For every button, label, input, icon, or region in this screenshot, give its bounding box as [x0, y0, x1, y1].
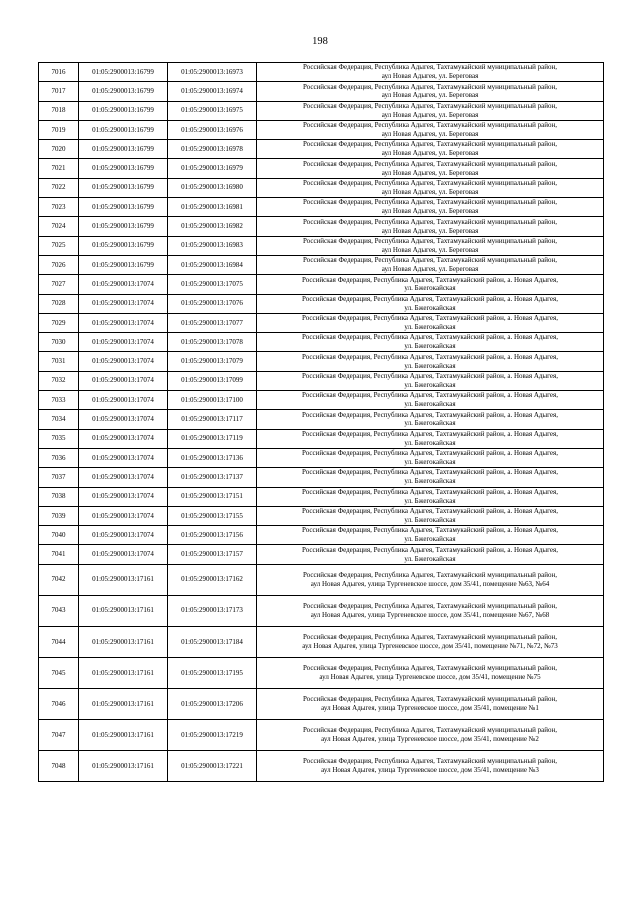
address-line: Российская Федерация, Республика Адыгея, Тахтамукайский муниципальный район, — [302, 695, 558, 704]
address-line: ул. Бжегокайская — [404, 477, 456, 486]
address-line: аул Новая Адыгея, ул. Береговая — [381, 149, 479, 158]
address-line: ул. Бжегокайская — [404, 438, 456, 447]
address-line: Российская Федерация, Республика Адыгея, Тахтамукайский муниципальный район, — [302, 726, 558, 735]
parent-cadastral-number-cell: 01:05:2900013:16799 — [79, 236, 168, 255]
address-line: аул Новая Адыгея, улица Тургеневское шоссе, дом 35/41, помещение №3 — [321, 766, 539, 775]
parent-cadastral-number-cell: 01:05:2900013:17074 — [79, 448, 168, 467]
address-cell — [257, 178, 604, 197]
address-line: аул Новая Адыгея, ул. Береговая — [381, 110, 479, 119]
address-line: Российская Федерация, Республика Адыгея, Тахтамукайский район, а. Новая Адыгея, — [302, 429, 558, 438]
address-line: Российская Федерация, Республика Адыгея, Тахтамукайский район, а. Новая Адыгея, — [302, 468, 558, 477]
row-number-cell: 7023 — [39, 198, 79, 217]
table-row — [39, 658, 604, 689]
table-row — [39, 217, 604, 236]
address-line: ул. Бжегокайская — [404, 303, 456, 312]
parent-cadastral-number-cell: 01:05:2900013:17161 — [79, 720, 168, 751]
address-cell — [257, 371, 604, 390]
table-row — [39, 545, 604, 564]
table-row — [39, 564, 604, 595]
address-cell — [257, 217, 604, 236]
address-line: аул Новая Адыгея, улица Тургеневское шоссе, дом 35/41, помещение №67, №68 — [310, 610, 550, 619]
parent-cadastral-number-cell: 01:05:2900013:17074 — [79, 352, 168, 371]
parent-cadastral-number-cell: 01:05:2900013:17074 — [79, 313, 168, 332]
address-line: аул Новая Адыгея, улица Тургеневское шоссе, дом 35/41, помещение №63, №64 — [310, 579, 550, 588]
address-cell — [257, 468, 604, 487]
row-number-cell: 7032 — [39, 371, 79, 390]
address-cell — [257, 333, 604, 352]
address-cell — [257, 352, 604, 371]
address-cell — [257, 255, 604, 274]
address-cell — [257, 526, 604, 545]
address-line: аул Новая Адыгея, ул. Береговая — [381, 226, 479, 235]
parent-cadastral-number-cell: 01:05:2900013:16799 — [79, 140, 168, 159]
table-row — [39, 410, 604, 429]
row-number-cell: 7044 — [39, 626, 79, 657]
address-line: аул Новая Адыгея, ул. Береговая — [381, 265, 479, 274]
address-line: аул Новая Адыгея, ул. Береговая — [381, 168, 479, 177]
table-row — [39, 198, 604, 217]
cadastral-number-cell: 01:05:2900013:17173 — [168, 595, 257, 626]
cadastral-number-cell: 01:05:2900013:16974 — [168, 82, 257, 101]
address-line: Российская Федерация, Республика Адыгея, Тахтамукайский муниципальный район, — [302, 198, 558, 207]
cadastral-number-cell: 01:05:2900013:17100 — [168, 391, 257, 410]
cadastral-number-cell: 01:05:2900013:17221 — [168, 751, 257, 782]
address-cell — [257, 506, 604, 525]
address-cell — [257, 198, 604, 217]
address-line: Российская Федерация, Республика Адыгея, Тахтамукайский муниципальный район, — [302, 140, 558, 149]
cadastral-number-cell: 01:05:2900013:16978 — [168, 140, 257, 159]
row-number-cell: 7034 — [39, 410, 79, 429]
parent-cadastral-number-cell: 01:05:2900013:16799 — [79, 178, 168, 197]
parent-cadastral-number-cell: 01:05:2900013:17074 — [79, 410, 168, 429]
table-row — [39, 468, 604, 487]
cadastral-number-cell: 01:05:2900013:16975 — [168, 101, 257, 120]
row-number-cell: 7045 — [39, 658, 79, 689]
table-row — [39, 689, 604, 720]
table-row — [39, 333, 604, 352]
parent-cadastral-number-cell: 01:05:2900013:17074 — [79, 391, 168, 410]
address-line: аул Новая Адыгея, улица Тургеневское шоссе, дом 35/41, помещение №2 — [321, 735, 539, 744]
table-row — [39, 487, 604, 506]
address-line: ул. Бжегокайская — [404, 342, 456, 351]
address-line: Российская Федерация, Республика Адыгея, Тахтамукайский район, а. Новая Адыгея, — [302, 391, 558, 400]
address-cell — [257, 410, 604, 429]
cadastral-number-cell: 01:05:2900013:17117 — [168, 410, 257, 429]
table-row — [39, 352, 604, 371]
parent-cadastral-number-cell: 01:05:2900013:16799 — [79, 101, 168, 120]
cadastral-number-cell: 01:05:2900013:17184 — [168, 626, 257, 657]
address-line: Российская Федерация, Республика Адыгея, Тахтамукайский муниципальный район, — [302, 570, 558, 579]
table-row — [39, 429, 604, 448]
table-row — [39, 751, 604, 782]
address-cell — [257, 313, 604, 332]
cadastral-number-cell: 01:05:2900013:16984 — [168, 255, 257, 274]
address-line: ул. Бжегокайская — [404, 554, 456, 563]
address-cell — [257, 564, 604, 595]
address-line: ул. Бжегокайская — [404, 515, 456, 524]
cadastral-number-cell: 01:05:2900013:17075 — [168, 275, 257, 294]
parent-cadastral-number-cell: 01:05:2900013:17161 — [79, 595, 168, 626]
address-line: ул. Бжегокайская — [404, 284, 456, 293]
table-row — [39, 120, 604, 139]
address-line: Российская Федерация, Республика Адыгея, Тахтамукайский район, а. Новая Адыгея, — [302, 507, 558, 516]
cadastral-number-cell: 01:05:2900013:17137 — [168, 468, 257, 487]
address-line: аул Новая Адыгея, ул. Береговая — [381, 72, 479, 81]
row-number-cell: 7038 — [39, 487, 79, 506]
address-cell — [257, 275, 604, 294]
row-number-cell: 7021 — [39, 159, 79, 178]
row-number-cell: 7020 — [39, 140, 79, 159]
cadastral-number-cell: 01:05:2900013:16979 — [168, 159, 257, 178]
row-number-cell: 7041 — [39, 545, 79, 564]
address-line: Российская Федерация, Республика Адыгея, Тахтамукайский муниципальный район, — [302, 757, 558, 766]
address-line: Российская Федерация, Республика Адыгея, Тахтамукайский район, а. Новая Адыгея, — [302, 449, 558, 458]
cadastral-number-cell: 01:05:2900013:17136 — [168, 448, 257, 467]
cadastral-number-cell: 01:05:2900013:17206 — [168, 689, 257, 720]
parent-cadastral-number-cell: 01:05:2900013:17074 — [79, 371, 168, 390]
address-line: ул. Бжегокайская — [404, 458, 456, 467]
table-row — [39, 720, 604, 751]
row-number-cell: 7029 — [39, 313, 79, 332]
cadastral-number-cell: 01:05:2900013:17162 — [168, 564, 257, 595]
table-row — [39, 101, 604, 120]
parent-cadastral-number-cell: 01:05:2900013:17074 — [79, 506, 168, 525]
row-number-cell: 7040 — [39, 526, 79, 545]
parent-cadastral-number-cell: 01:05:2900013:16799 — [79, 120, 168, 139]
address-line: ул. Бжегокайская — [404, 380, 456, 389]
cadastral-number-cell: 01:05:2900013:17076 — [168, 294, 257, 313]
address-cell — [257, 120, 604, 139]
address-cell — [257, 236, 604, 255]
address-line: аул Новая Адыгея, ул. Береговая — [381, 245, 479, 254]
address-line: аул Новая Адыгея, ул. Береговая — [381, 187, 479, 196]
address-line: ул. Бжегокайская — [404, 323, 456, 331]
row-number-cell: 7030 — [39, 333, 79, 352]
address-line: Российская Федерация, Республика Адыгея, Тахтамукайский район, а. Новая Адыгея, — [302, 314, 558, 323]
parent-cadastral-number-cell: 01:05:2900013:16799 — [79, 82, 168, 101]
cadastral-number-cell: 01:05:2900013:17155 — [168, 506, 257, 525]
address-line: Российская Федерация, Республика Адыгея, Тахтамукайский район, а. Новая Адыгея, — [302, 526, 558, 535]
address-cell — [257, 294, 604, 313]
address-line: Российская Федерация, Республика Адыгея, Тахтамукайский муниципальный район, — [302, 101, 558, 110]
address-cell — [257, 658, 604, 689]
parent-cadastral-number-cell: 01:05:2900013:16799 — [79, 217, 168, 236]
parent-cadastral-number-cell: 01:05:2900013:17074 — [79, 275, 168, 294]
cadastral-number-cell: 01:05:2900013:17157 — [168, 545, 257, 564]
row-number-cell: 7016 — [39, 63, 79, 82]
parent-cadastral-number-cell: 01:05:2900013:17074 — [79, 294, 168, 313]
row-number-cell: 7046 — [39, 689, 79, 720]
address-line: Российская Федерация, Республика Адыгея, Тахтамукайский район, а. Новая Адыгея, — [302, 352, 558, 361]
address-cell — [257, 101, 604, 120]
table-row — [39, 371, 604, 390]
address-line: Российская Федерация, Республика Адыгея, Тахтамукайский муниципальный район, — [302, 633, 558, 642]
address-line: Российская Федерация, Республика Адыгея, Тахтамукайский муниципальный район, — [302, 217, 558, 226]
address-line: Российская Федерация, Республика Адыгея, Тахтамукайский район, а. Новая Адыгея, — [302, 545, 558, 554]
table-row — [39, 63, 604, 82]
address-line: аул Новая Адыгея, улица Тургеневское шоссе, дом 35/41, помещение №1 — [321, 704, 539, 713]
table-row — [39, 391, 604, 410]
address-cell — [257, 448, 604, 467]
row-number-cell: 7035 — [39, 429, 79, 448]
address-line: ул. Бжегокайская — [404, 400, 456, 409]
address-line: ул. Бжегокайская — [404, 496, 456, 505]
row-number-cell: 7027 — [39, 275, 79, 294]
address-cell — [257, 487, 604, 506]
parent-cadastral-number-cell: 01:05:2900013:17074 — [79, 526, 168, 545]
table-row — [39, 506, 604, 525]
row-number-cell: 7047 — [39, 720, 79, 751]
row-number-cell: 7026 — [39, 255, 79, 274]
address-line: Российская Федерация, Республика Адыгея, Тахтамукайский район, а. Новая Адыгея, — [302, 371, 558, 380]
table-row — [39, 626, 604, 657]
address-cell — [257, 429, 604, 448]
address-cell — [257, 545, 604, 564]
parent-cadastral-number-cell: 01:05:2900013:17074 — [79, 333, 168, 352]
address-line: аул Новая Адыгея, ул. Береговая — [381, 91, 479, 100]
parent-cadastral-number-cell: 01:05:2900013:17074 — [79, 468, 168, 487]
row-number-cell: 7017 — [39, 82, 79, 101]
address-line: аул Новая Адыгея, ул. Береговая — [381, 130, 479, 139]
page-number: 198 — [312, 36, 328, 47]
table-row — [39, 526, 604, 545]
address-line: аул Новая Адыгея, улица Тургеневское шоссе, дом 35/41, помещение №75 — [319, 673, 541, 682]
row-number-cell: 7022 — [39, 178, 79, 197]
address-line: Российская Федерация, Республика Адыгея, Тахтамукайский муниципальный район, — [302, 63, 558, 72]
address-cell — [257, 751, 604, 782]
cadastral-number-cell: 01:05:2900013:17156 — [168, 526, 257, 545]
address-cell — [257, 159, 604, 178]
table-row — [39, 294, 604, 313]
address-line: Российская Федерация, Республика Адыгея, Тахтамукайский район, а. Новая Адыгея, — [302, 294, 558, 303]
address-line: Российская Федерация, Республика Адыгея, Тахтамукайский муниципальный район, — [302, 256, 558, 265]
address-cell — [257, 595, 604, 626]
parent-cadastral-number-cell: 01:05:2900013:16799 — [79, 255, 168, 274]
row-number-cell: 7025 — [39, 236, 79, 255]
parent-cadastral-number-cell: 01:05:2900013:17161 — [79, 626, 168, 657]
cadastral-number-cell: 01:05:2900013:17099 — [168, 371, 257, 390]
row-number-cell: 7048 — [39, 751, 79, 782]
row-number-cell: 7024 — [39, 217, 79, 236]
cadastral-registry-table — [38, 62, 604, 782]
address-line: ул. Бжегокайская — [404, 419, 456, 428]
row-number-cell: 7028 — [39, 294, 79, 313]
parent-cadastral-number-cell: 01:05:2900013:17161 — [79, 689, 168, 720]
table-row — [39, 313, 604, 332]
address-line: Российская Федерация, Республика Адыгея, Тахтамукайский район, а. Новая Адыгея, — [302, 410, 558, 419]
address-line: Российская Федерация, Республика Адыгея, Тахтамукайский муниципальный район, — [302, 82, 558, 91]
address-cell — [257, 391, 604, 410]
row-number-cell: 7042 — [39, 564, 79, 595]
cadastral-number-cell: 01:05:2900013:17077 — [168, 313, 257, 332]
row-number-cell: 7033 — [39, 391, 79, 410]
address-line: аул Новая Адыгея, улица Тургеневское шоссе, дом 35/41, помещение №71, №72, №73 — [302, 641, 558, 650]
parent-cadastral-number-cell: 01:05:2900013:16799 — [79, 159, 168, 178]
table-row — [39, 448, 604, 467]
cadastral-number-cell: 01:05:2900013:17151 — [168, 487, 257, 506]
address-cell — [257, 689, 604, 720]
row-number-cell: 7039 — [39, 506, 79, 525]
address-line: Российская Федерация, Республика Адыгея, Тахтамукайский муниципальный район, — [302, 236, 558, 245]
table-row — [39, 595, 604, 626]
cadastral-number-cell: 01:05:2900013:16973 — [168, 63, 257, 82]
table-row — [39, 236, 604, 255]
row-number-cell: 7018 — [39, 101, 79, 120]
cadastral-number-cell: 01:05:2900013:17195 — [168, 658, 257, 689]
table-row — [39, 255, 604, 274]
cadastral-number-cell: 01:05:2900013:16982 — [168, 217, 257, 236]
address-line: Российская Федерация, Республика Адыгея, Тахтамукайский муниципальный район, — [302, 664, 558, 673]
address-cell — [257, 82, 604, 101]
table-row — [39, 275, 604, 294]
cadastral-number-cell: 01:05:2900013:16981 — [168, 198, 257, 217]
parent-cadastral-number-cell: 01:05:2900013:16799 — [79, 198, 168, 217]
address-line: Российская Федерация, Республика Адыгея, Тахтамукайский муниципальный район, — [302, 601, 558, 610]
address-line: Российская Федерация, Республика Адыгея, Тахтамукайский район, а. Новая Адыгея, — [302, 333, 558, 342]
address-cell — [257, 63, 604, 82]
parent-cadastral-number-cell: 01:05:2900013:16799 — [79, 63, 168, 82]
cadastral-number-cell: 01:05:2900013:16976 — [168, 120, 257, 139]
parent-cadastral-number-cell: 01:05:2900013:17161 — [79, 751, 168, 782]
address-line: ул. Бжегокайская — [404, 535, 456, 544]
address-cell — [257, 626, 604, 657]
address-cell — [257, 140, 604, 159]
address-line: Российская Федерация, Республика Адыгея, Тахтамукайский муниципальный район, — [302, 179, 558, 188]
parent-cadastral-number-cell: 01:05:2900013:17074 — [79, 487, 168, 506]
cadastral-number-cell: 01:05:2900013:16980 — [168, 178, 257, 197]
address-line: ул. Бжегокайская — [404, 361, 456, 370]
address-line: Российская Федерация, Республика Адыгея, Тахтамукайский муниципальный район, — [302, 121, 558, 130]
parent-cadastral-number-cell: 01:05:2900013:17074 — [79, 429, 168, 448]
cadastral-number-cell: 01:05:2900013:17079 — [168, 352, 257, 371]
table-row — [39, 178, 604, 197]
address-line: Российская Федерация, Республика Адыгея, Тахтамукайский муниципальный район, — [302, 159, 558, 168]
address-line: Российская Федерация, Республика Адыгея, Тахтамукайский район, а. Новая Адыгея, — [302, 487, 558, 496]
table-row — [39, 140, 604, 159]
registry-table-body — [39, 63, 604, 782]
address-cell — [257, 720, 604, 751]
cadastral-number-cell: 01:05:2900013:17078 — [168, 333, 257, 352]
parent-cadastral-number-cell: 01:05:2900013:17161 — [79, 658, 168, 689]
cadastral-number-cell: 01:05:2900013:17119 — [168, 429, 257, 448]
parent-cadastral-number-cell: 01:05:2900013:17074 — [79, 545, 168, 564]
cadastral-number-cell: 01:05:2900013:17219 — [168, 720, 257, 751]
row-number-cell: 7043 — [39, 595, 79, 626]
table-row — [39, 159, 604, 178]
cadastral-number-cell: 01:05:2900013:16983 — [168, 236, 257, 255]
parent-cadastral-number-cell: 01:05:2900013:17161 — [79, 564, 168, 595]
address-line: аул Новая Адыгея, ул. Береговая — [381, 207, 479, 216]
row-number-cell: 7031 — [39, 352, 79, 371]
row-number-cell: 7019 — [39, 120, 79, 139]
table-row — [39, 82, 604, 101]
row-number-cell: 7037 — [39, 468, 79, 487]
address-line: Российская Федерация, Республика Адыгея, Тахтамукайский район, а. Новая Адыгея, — [302, 275, 558, 284]
row-number-cell: 7036 — [39, 448, 79, 467]
